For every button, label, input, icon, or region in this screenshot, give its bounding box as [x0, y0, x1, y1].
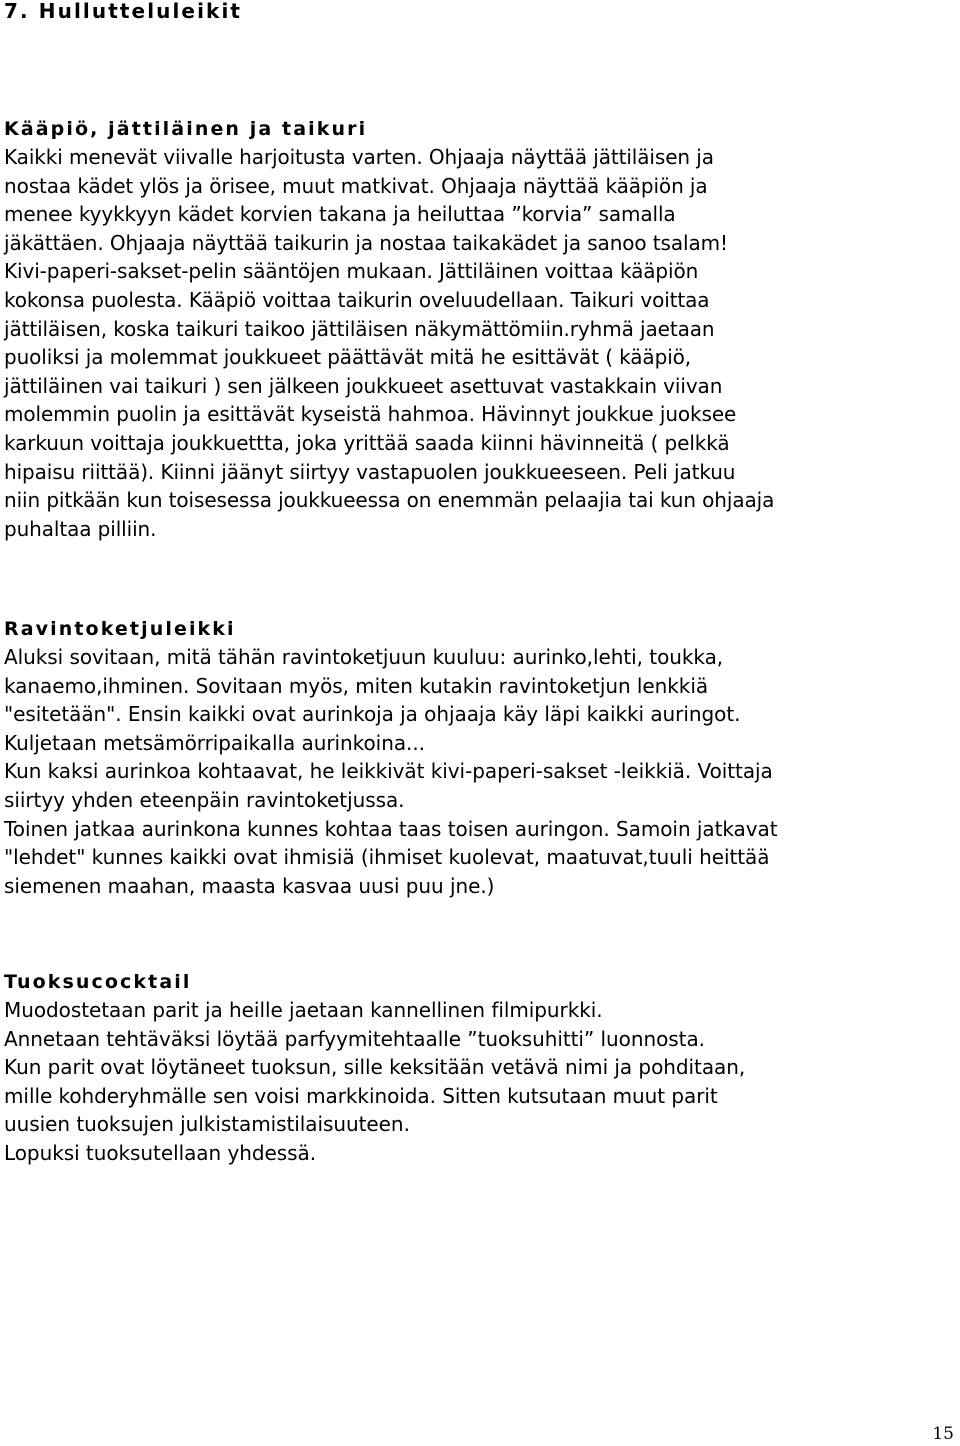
section-heading: Tuoksucocktail [4, 971, 192, 993]
text-line: karkuun voittaja joukkuettta, joka yrittää saada kiinni hävinneitä ( pelkkä [4, 430, 730, 455]
text-line: puhaltaa pilliin. [4, 516, 157, 541]
page-number: 15 [932, 1424, 954, 1444]
text-line: Aluksi sovitaan, mitä tähän ravintoketjuun kuuluu: aurinko,lehti, toukka, [4, 645, 724, 669]
section-heading: Ravintoketjuleikki [4, 618, 236, 640]
text-line: siirtyy yhden eteenpäin ravintoketjussa. [4, 787, 405, 812]
section-tuoksucocktail [4, 968, 958, 1168]
section-heading: Kääpiö, jättiläinen ja taikuri [4, 118, 368, 140]
text-line: mille kohderyhmälle sen voisi markkinoida. Sitten kutsutaan muut parit [4, 1083, 718, 1108]
text-line: Toinen jatkaa aurinkona kunnes kohtaa taas toisen auringon. Samoin jatkavat [4, 816, 778, 841]
section-body [4, 996, 958, 1168]
text-line: menee kyykkyyn kädet korvien takana ja heiluttaa ”korvia” samalla [4, 202, 676, 227]
text-line: kokonsa puolesta. Kääpiö voittaa taikurin oveluudellaan. Taikuri voittaa [4, 287, 710, 312]
section-ravintoketjuleikki [4, 615, 958, 900]
text-line: Kuljetaan metsämörripaikalla aurinkoina... [4, 730, 425, 755]
text-line: jäkättäen. Ohjaaja näyttää taikurin ja nostaa taikakädet ja sanoo tsalam! [4, 230, 728, 255]
text-line: uusien tuoksujen julkistamistilaisuuteen. [4, 1112, 410, 1137]
text-line: Kivi-paperi-sakset-pelin sääntöjen mukaan. Jättiläinen voittaa kääpiön [4, 259, 699, 284]
text-line: niin pitkään kun toisesessa joukkueessa on enemmän pelaajia tai kun ohjaaja [4, 488, 775, 513]
text-line: puoliksi ja molemmat joukkueet päättävät mitä he esittävät ( kääpiö, [4, 345, 692, 370]
text-line: Kun parit ovat löytäneet tuoksun, sille keksitään vetävä nimi ja pohditaan, [4, 1055, 746, 1080]
text-line: "lehdet" kunnes kaikki ovat ihmisiä (ihmiset kuolevat, maatuvat,tuuli heittää [4, 845, 770, 870]
section-kaapio-jattilainen-taikuri [4, 115, 958, 543]
text-line: siemenen maahan, maasta kasvaa uusi puu jne.) [4, 873, 495, 898]
chapter-title: 7. Hullutteluleikit [4, 0, 243, 23]
text-line: jättiläisen, koska taikuri taikoo jättiläisen näkymättömiin.ryhmä jaetaan [4, 316, 715, 341]
text-line: Annetaan tehtäväksi löytää parfyymitehtaalle ”tuoksuhitti” luonnosta. [4, 1026, 705, 1051]
text-line: Muodostetaan parit ja heille jaetaan kannellinen filmipurkki. [4, 998, 603, 1022]
text-line: kanaemo,ihminen. Sovitaan myös, miten kutakin ravintoketjun lenkkiä [4, 673, 709, 698]
section-body [4, 143, 958, 543]
section-body [4, 643, 958, 900]
text-line: Kaikki menevät viivalle harjoitusta varten. Ohjaaja näyttää jättiläisen ja [4, 145, 714, 169]
text-line: molemmin puolin ja esittävät kyseistä hahmoa. Hävinnyt joukkue juoksee [4, 402, 737, 427]
text-line: hipaisu riittää). Kiinni jäänyt siirtyy vastapuolen joukkueeseen. Peli jatkuu [4, 459, 736, 484]
text-line: jättiläinen vai taikuri ) sen jälkeen joukkueet asettuvat vastakkain viivan [4, 373, 723, 398]
text-line: Lopuksi tuoksutellaan yhdessä. [4, 1140, 317, 1165]
text-line: "esitetään". Ensin kaikki ovat aurinkoja ja ohjaaja käy läpi kaikki auringot. [4, 702, 741, 727]
text-line: Kun kaksi aurinkoa kohtaavat, he leikkivät kivi-paperi-sakset -leikkiä. Voittaja [4, 759, 773, 784]
text-line: nostaa kädet ylös ja örisee, muut matkivat. Ohjaaja näyttää kääpiön ja [4, 173, 708, 198]
